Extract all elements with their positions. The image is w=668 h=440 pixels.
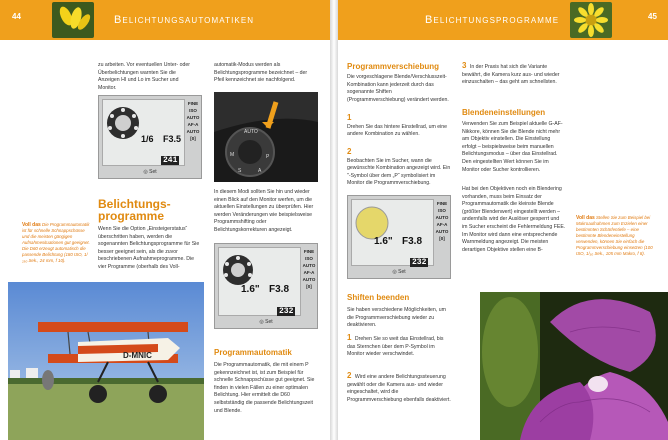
gutter xyxy=(330,0,338,440)
lcd2-count: 232 xyxy=(279,307,294,316)
camera-lcd-3 xyxy=(347,195,451,279)
right-step-2: 2 Beobachten Sie im Sucher, wann die gewünschte Kombination angezeigt wird. Ein "-Symbol über dem „P“ symbolisiert im Monitor die Programmverschiebung. xyxy=(347,147,451,187)
left-body2: In diesem Modi sollten Sie hin und wieder einen Blick auf den Monitor werfen, um die aktuellen Einstellungen zu überprüfen. Hier werden Veränderungen wie beispielsweise Programmshifting oder Belichtungskorrekturen angezeigt. xyxy=(214,189,314,233)
lcd1-side-labels: FINE ISO AUTO AF-A AUTO [0] xyxy=(186,101,200,141)
biplane-photo xyxy=(8,282,204,440)
camera-dial-photo xyxy=(214,92,318,182)
lcd3-aperture: F3.8 xyxy=(402,236,423,247)
right-shiften-step-1: 1 Drehen Sie so weit das Einstellrad, bis das Sternchen über dem P-Symbol im Monitor wieder verschwindet. xyxy=(347,333,444,358)
left-heading-belichtungsprogramme: Belichtungs-programme xyxy=(98,197,171,223)
camera-lcd-1 xyxy=(98,95,202,179)
right-heading-programmverschiebung: Programmverschiebung xyxy=(347,62,440,71)
lcd2-set-label: ◎ Set xyxy=(259,319,273,325)
svg-text:M: M xyxy=(230,152,235,158)
lcd2-shutter: 1.6" xyxy=(241,284,260,295)
right-page-number: 45 xyxy=(648,12,657,21)
lcd1-count: 241 xyxy=(163,156,178,165)
lcd3-side-labels: FINE ISO AUTO AF-A AUTO [0] xyxy=(435,201,449,241)
svg-text:P: P xyxy=(266,154,270,160)
left-body3: Die Programmautomatik, die mit einem P gekennzeichnet ist, ist zum Beispiel für schnelle Schnappschüsse gut geeignet. Sie finden in vielen Fällen zu einer optimalen Belichtung. Hier ermittelt die D60 selbstständig die passende Belichtungszeit und Blende. xyxy=(214,362,315,414)
right-caption: Voll das Stellen Sie zum Beispiel bei Makroaufnahmen zum Erzielen einer bestimmten Schärfentiefe – eine bestimmte Blendeneinstellung verwenden, können Sie einfach die Programmverschiebung einsetzen (100 ISO, 1/₃₀ Sek., 105 mm Makro, f 8). xyxy=(576,215,653,256)
right-running-head: Belichtungsprogramme xyxy=(425,14,560,26)
lcd3-count: 232 xyxy=(412,258,427,267)
plane-registration: D-MNIC xyxy=(123,351,152,360)
right-blenden-text-2: Hat bei den Objektiven noch ein Blendering vorhanden, muss beim Einsatz der Programmautomatik die kleinste Blende (größter Blendenwert) eingestellt werden – andernfalls wird der Auslöser gesperrt und im Sucher erscheint die Fehlermeldung FEE. Im Monitor wird dann eine entsprechende Warnmeldung angezeigt. Die meisten derartigen Objektive stellen eine B- xyxy=(462,186,566,253)
right-step-1: 1 Drehen Sie das hintere Einstellrad, um eine andere Kombination zu wählen. xyxy=(347,113,448,138)
right-step-3: 3 In der Praxis hat sich die Variante bewährt, die Kamera kurz aus- und wieder einzuschalten – das geht am schnellsten. xyxy=(462,61,560,86)
lcd2-aperture: F3.8 xyxy=(269,284,290,295)
camera-lcd-2 xyxy=(214,243,318,329)
left-col2-top-text: automatik-Modus werden als Belichtungsprogramme bezeichnet – der Pfeil kennzeichnet sie nachfolgend. xyxy=(214,62,308,84)
right-heading-shiften-beenden: Shiften beenden xyxy=(347,293,410,302)
svg-text:AUTO: AUTO xyxy=(244,129,258,135)
yellow-flower-thumbnail xyxy=(52,2,94,38)
svg-text:S: S xyxy=(238,168,242,174)
lcd1-set-label: ◎ Set xyxy=(143,169,157,175)
left-heading-programmautomatik: Programmautomatik xyxy=(214,348,292,357)
left-body1: Wenn Sie die Option „Einsteigerstatus“ überschritten haben, werden die sogenannten Belichtungsprogramme für Sie besser geeignet sein, als die zuvor beschriebenen Aufnahmeprogramme. Die vier Programme (oberhalb des Voll- xyxy=(98,226,200,270)
svg-text:A: A xyxy=(258,168,262,174)
right-shiften-intro: Sie haben verschiedene Möglichkeiten, um die Programmverschiebung wieder zu deaktivieren. xyxy=(347,307,446,329)
mode-dial-icon xyxy=(106,106,140,140)
lcd1-shutter: 1/6 xyxy=(141,134,154,144)
lcd3-set-label: ◎ Set xyxy=(392,269,406,275)
right-blenden-text: Verwenden Sie zum Beispiel aktuelle G-AF-Nikkore, können Sie die Blende nicht mehr am Objektiv einstellen. Die Einstellung erfolgt – beispielsweise beim manuellen Belichtungsmodus – über das Einstellrad. Den eingestellten Wert können Sie im Monitor oder Sucher kontrollieren. xyxy=(462,121,563,173)
lcd3-shutter: 1.6" xyxy=(374,236,393,247)
yellow-flower-thumbnail-right xyxy=(570,2,612,38)
left-col1-top-text: zu arbeiten. Vor eventuellen Unter- oder Überbelichtungen warnten Sie die Anzeigen HI und Lo im Sucher und Monitor. xyxy=(98,62,190,91)
lcd2-side-labels: FINE ISO AUTO AF-A AUTO [0] xyxy=(302,249,316,289)
right-shiften-step-2: 2 Wird eine andere Belichtungssteuerung gewählt oder die Kamera aus- und wieder eingeschaltet, wird die Programmverschiebung ebenfalls deaktiviert. xyxy=(347,371,451,403)
right-intro: Die vorgeschlagene Blende/Verschlusszeit-Kombination kann jederzeit durch das sogenannte Shiften (Programmverschiebung) verändert werden. xyxy=(347,74,449,103)
left-caption: Voll das Die Programmautomatik ist für schnelle Schnappschüsse und die meisten gängigen Aufnahmesituationen gut geeignet. Die D60 erzeugt automatisch die passende Belichtung (180 ISO, 1/₂₅₀ Sek., 24 mm, f 10). xyxy=(22,222,90,263)
left-running-head: Belichtungsautomatiken xyxy=(114,14,255,26)
orchid-photo xyxy=(480,292,668,440)
lcd1-aperture: F3.5 xyxy=(163,134,182,144)
aperture-circle-icon xyxy=(355,206,389,240)
right-heading-blendeneinstellungen: Blendeneinstellungen xyxy=(462,108,546,117)
mode-dial-icon-2 xyxy=(222,254,254,286)
left-page-number: 44 xyxy=(12,12,21,21)
